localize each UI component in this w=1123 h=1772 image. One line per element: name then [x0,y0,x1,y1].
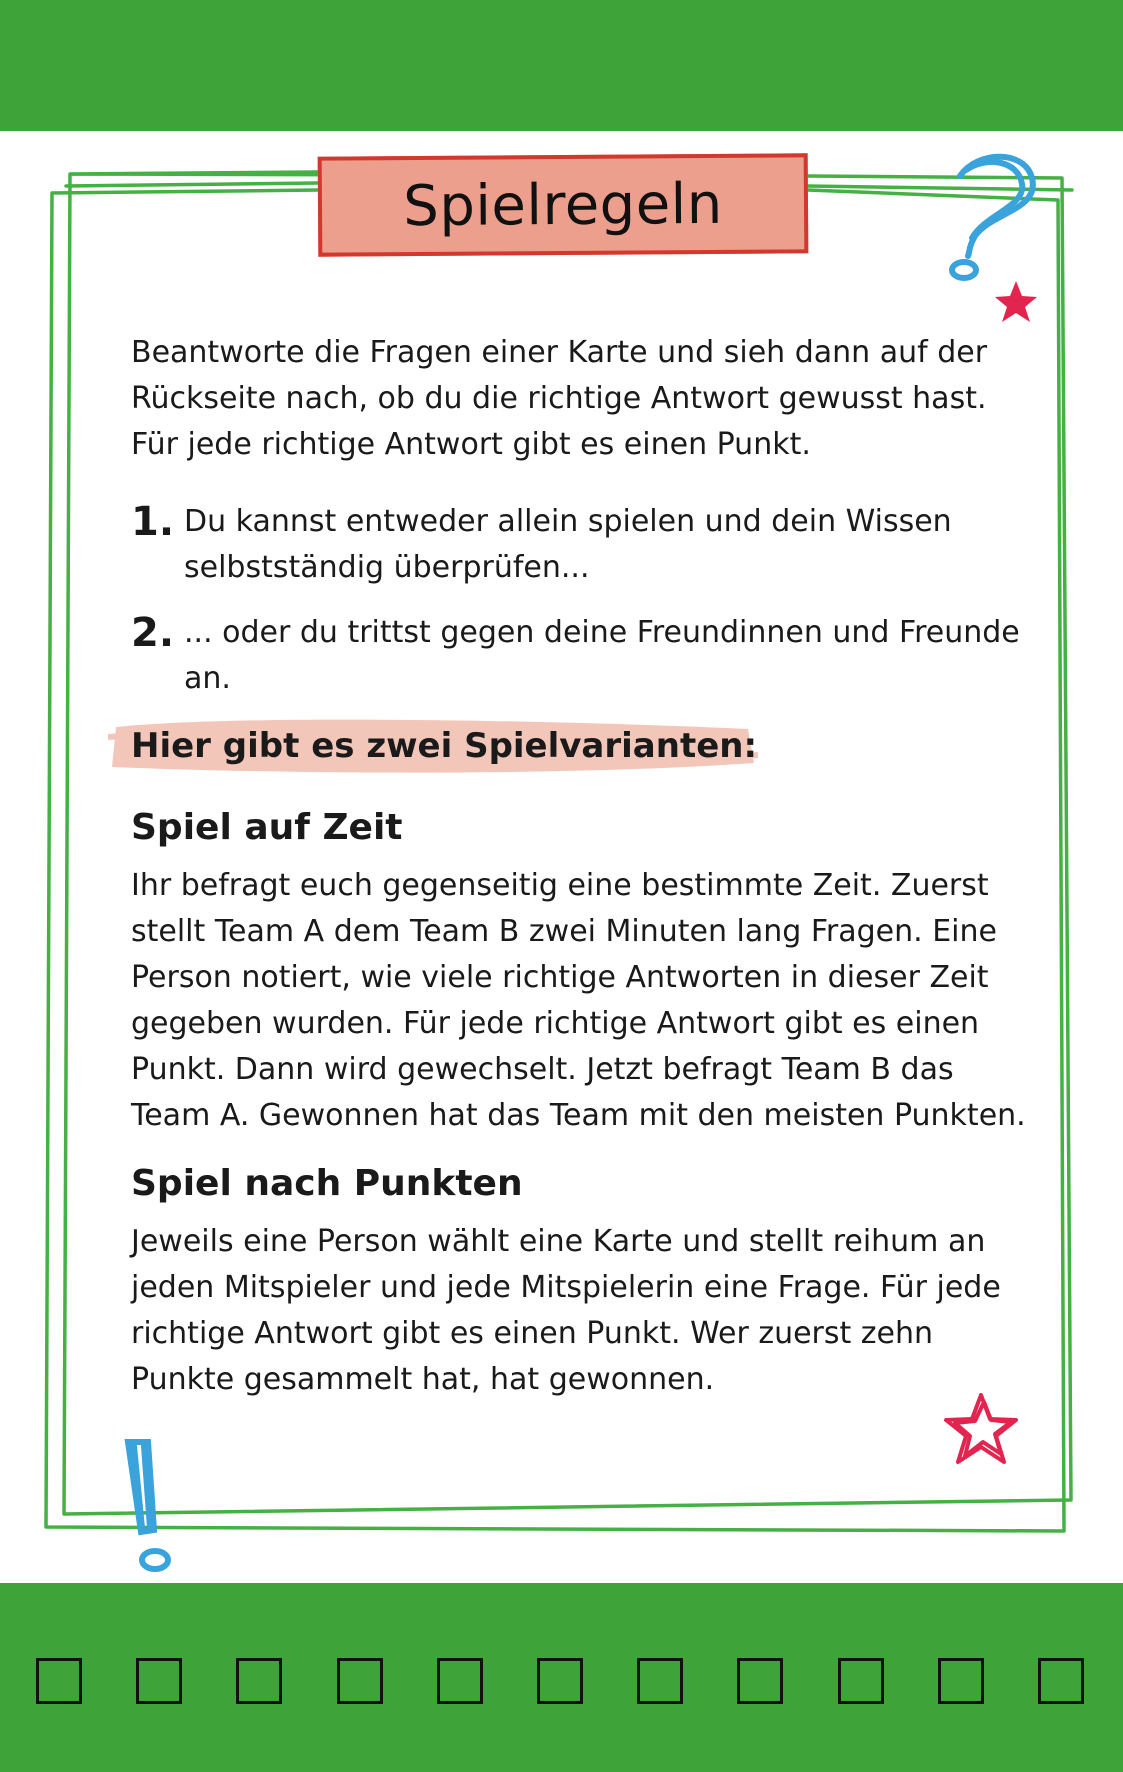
score-box[interactable] [136,1658,182,1704]
variant-text-zeit: Ihr befragt euch gegenseitig eine bestimmte Zeit. Zuerst stellt Team A dem Team B zwei Minuten lang Fragen. Eine Person notiert, wie viele richtige Antworten in dieser Zeit gegeben wurden. Für jede richtige Antwort gibt es einen Punkt. Dann wird gewechselt. Jetzt befragt Team B das Team A. Gewonnen hat das Team mit den meisten Punkten. [131,868,1026,1133]
score-box[interactable] [1038,1658,1084,1704]
score-box[interactable] [838,1658,884,1704]
list-item-number: 2. [131,610,175,656]
score-box[interactable] [737,1658,783,1704]
score-box[interactable] [437,1658,483,1704]
intro-text: Beantworte die Fragen einer Karte und sieh dann auf der Rückseite nach, ob du die richtige Antwort gewusst hast. Für jede richtige Antwort gibt es einen Punkt. [131,335,988,462]
star-icon [995,281,1037,322]
title-banner [318,153,809,256]
score-box[interactable] [938,1658,984,1704]
score-boxes [36,1658,1091,1708]
score-box[interactable] [537,1658,583,1704]
page-title: Spielregeln [403,171,723,239]
score-box[interactable] [236,1658,282,1704]
exclamation-mark-icon [128,1442,168,1569]
variants-heading: Hier gibt es zwei Spielvarianten: [131,726,758,766]
variant-text-punkte: Jeweils eine Person wählt eine Karte und stellt reihum an jeden Mitspieler und jede Mitspielerin eine Frage. Für jede richtige Antwort gibt es einen Punkt. Wer zuerst zehn Punkte gesammelt hat, hat gewonnen. [131,1224,1001,1397]
score-box[interactable] [36,1658,82,1704]
list-item-text: Du kannst entweder allein spielen und dein Wissen selbstständig überprüfen... [184,504,952,585]
score-box[interactable] [637,1658,683,1704]
list-item-number: 1. [131,499,175,545]
list-item-text: ... oder du trittst gegen deine Freundinnen und Freunde an. [184,615,1020,696]
variant-heading-punkte: Spiel nach Punkten [131,1163,523,1204]
score-box[interactable] [337,1658,383,1704]
question-mark-icon [952,157,1033,278]
star-outline-icon [946,1395,1016,1462]
variant-heading-zeit: Spiel auf Zeit [131,807,403,848]
